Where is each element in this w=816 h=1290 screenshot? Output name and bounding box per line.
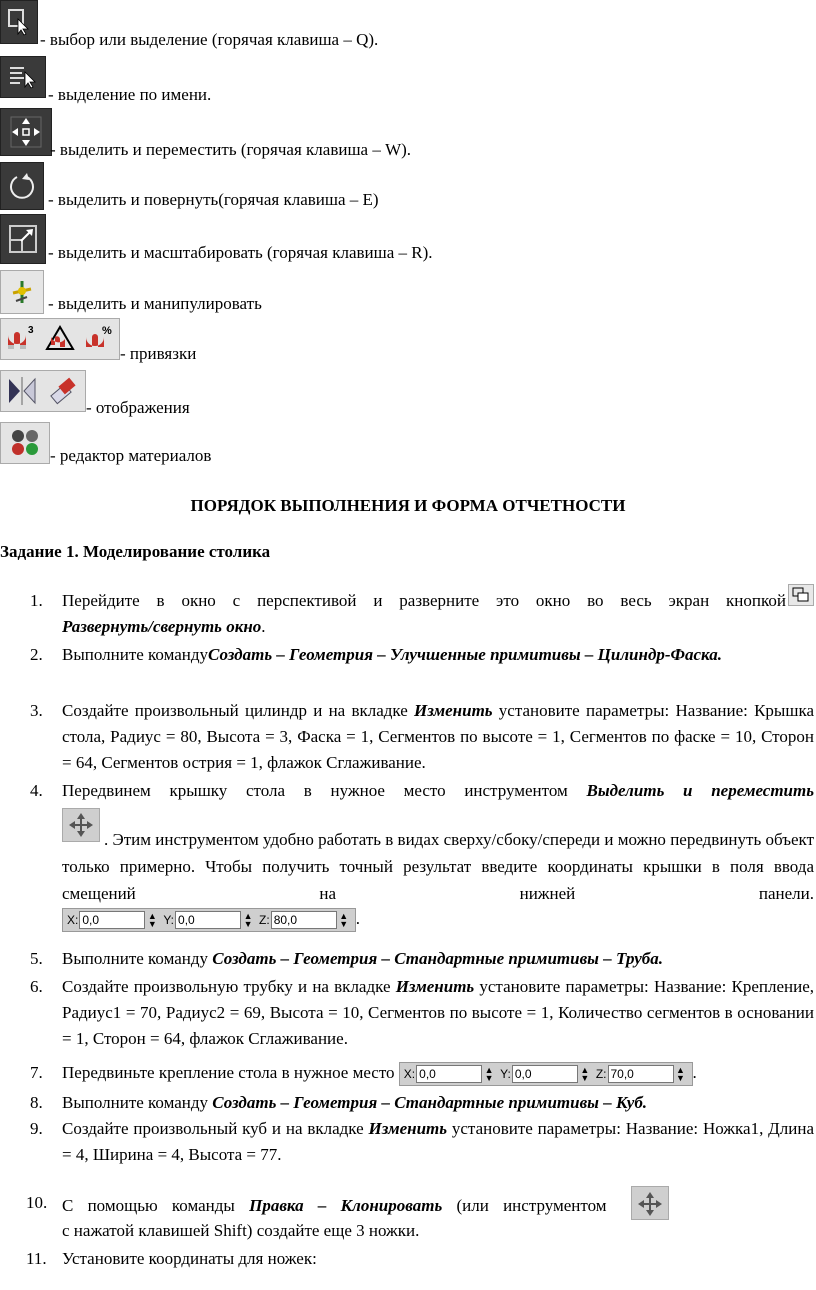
item-number: 1.	[30, 591, 43, 610]
coord-y-spinner[interactable]: ▲ ▼	[243, 911, 253, 930]
task-title: Задание 1. Моделирование столика	[0, 542, 271, 561]
item-number: 9.	[30, 1119, 43, 1138]
select-move-icon	[0, 108, 52, 156]
coord-x-label: X:	[67, 913, 79, 928]
coord-z-input[interactable]: 70,0	[608, 1065, 674, 1083]
coord-z-label: Z:	[259, 913, 270, 928]
select-by-name-icon	[0, 56, 46, 98]
mirror-icon	[0, 370, 86, 412]
coord-y-spinner[interactable]: ▲ ▼	[580, 1065, 590, 1084]
legend-text-rotate: - выделить и повернуть(горячая клавиша – E)	[48, 190, 379, 209]
list-item	[0, 1060, 816, 1086]
coord-y-label: Y:	[163, 913, 175, 928]
item-text-2: Развернуть/свернуть окно.	[62, 617, 266, 636]
item-text: Перейдите в окно с перспективой и разверните это окно во весь экран кнопкой	[62, 591, 786, 610]
coords-panel-1: X: 0,0 ▲ ▼ Y: 0,0 ▲ ▼ Z: 80,0 ▲ ▼ .	[62, 906, 360, 932]
item-text-3: . Этим инструментом удобно работать в видах сверху/сбоку/спереди и можно передвинуть объект только примерно. Чтобы получить точный результат введите координаты крышки в поля ввода смещений на нижней панели.	[62, 830, 814, 903]
coord-z-input[interactable]: 80,0	[271, 911, 337, 929]
legend-text-move: - выделить и переместить (горячая клавиша – W).	[50, 140, 412, 159]
item-text: Выполните команду Создать – Геометрия – Стандартные примитивы – Куб.	[62, 1093, 648, 1112]
legend-text-snaps: - привязки	[120, 344, 197, 363]
item-text: Выполните командуСоздать – Геометрия – Улучшенные примитивы – Цилиндр-Фаска.	[62, 645, 722, 664]
list-item	[0, 588, 816, 642]
material-editor-icon	[0, 422, 50, 464]
item-number: 4.	[30, 781, 43, 800]
legend-text-select: - выбор или выделение (горячая клавиша – Q).	[40, 30, 379, 49]
coord-x-input[interactable]: 0,0	[79, 911, 145, 929]
coord-x-input[interactable]: 0,0	[416, 1065, 482, 1083]
list-item	[0, 1116, 816, 1170]
section-title: ПОРЯДОК ВЫПОЛНЕНИЯ И ФОРМА ОТЧЕТНОСТИ	[190, 496, 626, 515]
item-text-2: с нажатой клавишей Shift) создайте еще 3 ножки.	[62, 1221, 420, 1240]
coord-y-input[interactable]: 0,0	[512, 1065, 578, 1083]
legend-text-material-editor: - редактор материалов	[50, 446, 212, 465]
coord-y-input[interactable]: 0,0	[175, 911, 241, 929]
list-item	[0, 1246, 816, 1272]
coord-y-label: Y:	[500, 1067, 511, 1082]
list-item	[0, 698, 816, 778]
list-item	[0, 946, 816, 972]
item-number: 2.	[30, 645, 43, 664]
item-number: 8.	[30, 1093, 43, 1112]
coord-z-spinner[interactable]: ▲ ▼	[339, 911, 349, 930]
item-number: 10.	[26, 1193, 48, 1212]
coord-z-label: Z:	[595, 1067, 607, 1082]
select-scale-icon	[0, 214, 46, 264]
item-text: Передвинем крышку стола в нужное место инструментом Выделить и переместить	[62, 781, 814, 800]
legend-text-scale: - выделить и масштабировать (горячая клавиша – R).	[48, 243, 433, 262]
coord-x-spinner[interactable]: ▲ ▼	[147, 911, 157, 930]
coord-x-label: X:	[403, 1067, 416, 1082]
item-text: Установите координаты для ножек:	[62, 1249, 317, 1268]
list-item	[0, 778, 816, 938]
item-text: Создайте произвольный цилиндр и на вкладке Изменить установите параметры: Название: Крышка стола, Радиус = 80, Высота = 3, Фаска = 1, Сегментов по высоте = 1, Сегментов по фаске = 10, Сторон = 64, Сегментов острия = 1, флажок Сглаживание.	[62, 701, 814, 772]
coord-z-spinner[interactable]: ▲ ▼	[676, 1065, 685, 1084]
select-rotate-icon	[0, 162, 44, 210]
legend-text-select-by-name: - выделение по имени.	[48, 85, 212, 104]
item-number: 3.	[30, 701, 43, 720]
item-text: Создайте произвольную трубку и на вкладке Изменить установите параметры: Название: Крепление, Радиус1 = 70, Радиус2 = 69, Высота = 10, Сегментов по высоте = 1, Количество сегментов в основании = 1, Сторон = 64, флажок Сглаживание.	[62, 977, 814, 1048]
select-manipulate-icon	[0, 270, 44, 314]
list-item	[0, 974, 816, 1054]
coord-x-spinner[interactable]: ▲ ▼	[484, 1065, 494, 1084]
legend-text-mirror: - отображения	[86, 398, 190, 417]
maximize-toggle-icon	[788, 584, 814, 606]
select-icon	[0, 0, 38, 44]
item-text: Создайте произвольный куб и на вкладке Изменить установите параметры: Название: Ножка1, Длина = 4, Ширина = 4, Высота = 77.	[62, 1119, 815, 1164]
snaps-icon	[0, 318, 120, 360]
item-number: 5.	[30, 949, 43, 968]
list-item	[0, 1090, 816, 1116]
item-number: 7.	[30, 1063, 43, 1082]
svg-text:3: 3	[27, 325, 34, 336]
item-text: С помощью команды Правка – Клонировать (или инструментом	[62, 1190, 814, 1224]
list-item	[0, 1190, 816, 1244]
list-item	[0, 642, 816, 696]
coords-panel-2	[399, 1062, 693, 1086]
item-text: Выполните команду Создать – Геометрия – Стандартные примитивы – Труба.	[62, 949, 663, 968]
legend-text-manipulate: - выделить и манипулировать	[48, 294, 262, 313]
svg-text:%: %	[102, 325, 113, 337]
item-number: 6.	[30, 977, 43, 996]
item-text: Передвиньте крепление стола в нужное место X: 0,0 ▲ ▼ Y: 0,0 ▲ ▼ Z: 70,0 ▲ ▼ .	[62, 1060, 814, 1086]
item-number: 11.	[26, 1249, 47, 1268]
move-tool-icon	[631, 1186, 669, 1220]
